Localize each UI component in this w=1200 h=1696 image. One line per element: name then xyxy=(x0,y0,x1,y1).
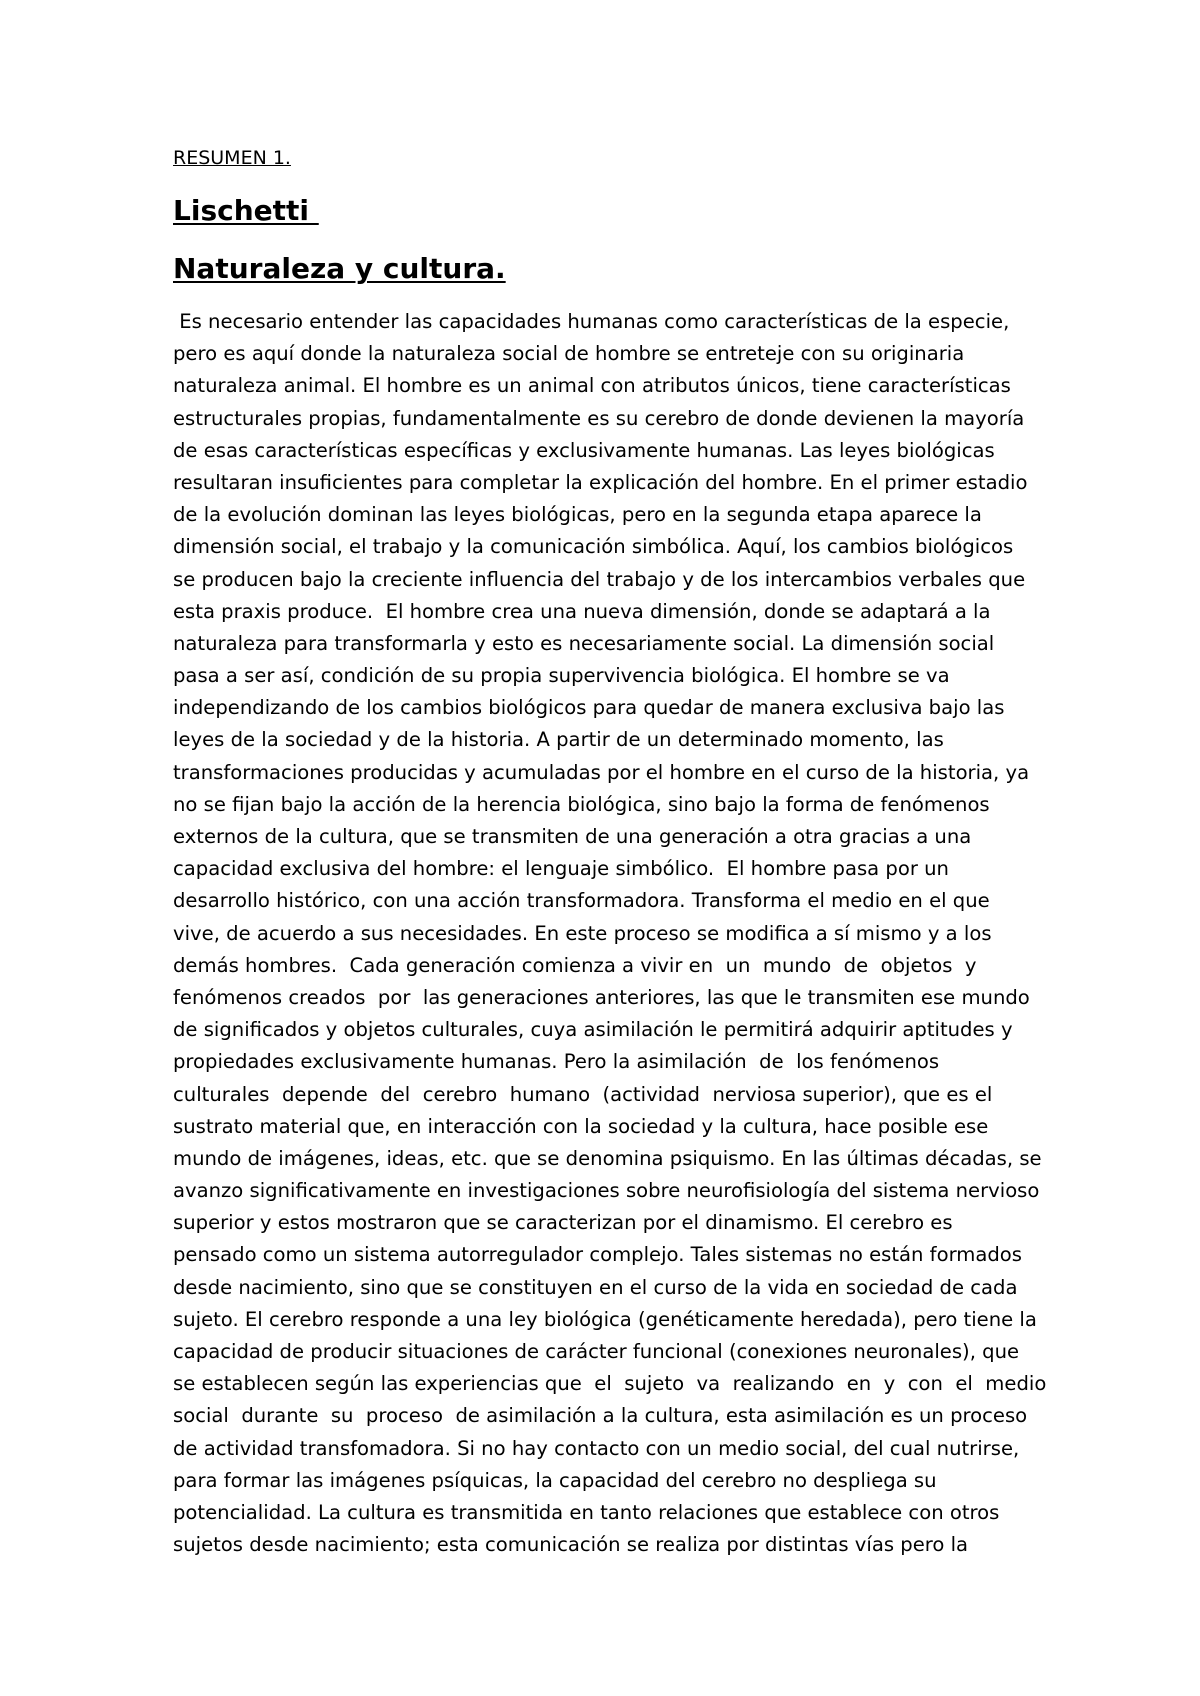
paragraph-line: demás hombres. Cada generación comienza a vivir en un mundo de objetos y xyxy=(173,953,977,977)
paragraph-line: se producen bajo la creciente influencia del trabajo y de los intercambios verbales que xyxy=(173,567,1026,591)
paragraph-line: estructurales propias, fundamentalmente es su cerebro de donde devienen la mayoría xyxy=(173,406,1025,430)
paragraph-line: independizando de los cambios biológicos para quedar de manera exclusiva bajo las xyxy=(173,696,1005,720)
paragraph-line: de la evolución dominan las leyes biológicas, pero en la segunda etapa aparece la xyxy=(173,503,982,527)
paragraph-line: externos de la cultura, que se transmiten de una generación a otra gracias a una xyxy=(173,825,972,848)
paragraph-line: capacidad de producir situaciones de carácter funcional (conexiones neuronales), que xyxy=(173,1340,1020,1363)
paragraph-line: pero es aquí donde la naturaleza social de hombre se entreteje con su originaria xyxy=(173,342,965,366)
paragraph-line: capacidad exclusiva del hombre: el lenguaje simbólico. El hombre pasa por un xyxy=(173,857,949,881)
paragraph-line: de significados y objetos culturales, cuya asimilación le permitirá adquirir aptitudes y xyxy=(173,1018,1013,1042)
title-heading: Naturaleza y cultura. xyxy=(173,252,506,285)
paragraph-line: esta praxis produce. El hombre crea una nueva dimensión, donde se adaptará a la xyxy=(173,599,991,623)
paragraph-line: sustrato material que, en interacción con la sociedad y la cultura, hace posible ese xyxy=(173,1114,989,1138)
paragraph-line: no se fijan bajo la acción de la herencia biológica, sino bajo la forma de fenómenos xyxy=(173,792,990,816)
paragraph-line: naturaleza para transformarla y esto es necesariamente social. La dimensión social xyxy=(173,631,995,655)
paragraph-line: pasa a ser así, condición de su propia supervivencia biológica. El hombre se va xyxy=(173,664,950,688)
paragraph-line: se establecen según las experiencias que el sujeto va realizando en y con el medio xyxy=(173,1372,1047,1396)
paragraph-line: de actividad transfomadora. Si no hay contacto con un medio social, del cual nutrirse, xyxy=(173,1436,1020,1460)
document-label: RESUMEN 1. xyxy=(173,147,291,169)
paragraph-line: transformaciones producidas y acumuladas por el hombre en el curso de la historia, ya xyxy=(173,760,1030,784)
paragraph-line: mundo de imágenes, ideas, etc. que se denomina psiquismo. En las últimas décadas, se xyxy=(173,1146,1042,1170)
paragraph-line: naturaleza animal. El hombre es un animal con atributos únicos, tiene características xyxy=(173,374,1011,398)
paragraph-line: desarrollo histórico, con una acción transformadora. Transforma el medio en el que xyxy=(173,889,990,913)
paragraph-line: sujetos desde nacimiento; esta comunicación se realiza por distintas vías pero la xyxy=(173,1533,969,1557)
paragraph-line: culturales depende del cerebro humano (actividad nerviosa superior), que es el xyxy=(173,1082,993,1106)
paragraph-line: pensado como un sistema autorregulador complejo. Tales sistemas no están formados xyxy=(173,1243,1023,1267)
paragraph-line: dimensión social, el trabajo y la comunicación simbólica. Aquí, los cambios biológicos xyxy=(173,535,1014,559)
paragraph-line: propiedades exclusivamente humanas. Pero la asimilación de los fenómenos xyxy=(173,1050,940,1074)
paragraph-line: desde nacimiento, sino que se constituyen en el curso de la vida en sociedad de cada xyxy=(173,1275,1018,1299)
paragraph-line: sujeto. El cerebro responde a una ley biológica (genéticamente heredada), pero tiene la xyxy=(173,1307,1037,1331)
paragraph-line: vive, de acuerdo a sus necesidades. En este proceso se modifica a sí mismo y a los xyxy=(173,921,992,945)
paragraph-line: de esas características específicas y exclusivamente humanas. Las leyes biológicas xyxy=(173,438,995,462)
paragraph-line: social durante su proceso de asimilación a la cultura, esta asimilación es un proceso xyxy=(173,1404,1028,1428)
author-heading: Lischetti xyxy=(173,194,319,227)
paragraph-line: superior y estos mostraron que se caracterizan por el dinamismo. El cerebro es xyxy=(173,1211,953,1235)
body-paragraph xyxy=(173,306,1053,1561)
paragraph-line: para formar las imágenes psíquicas, la capacidad del cerebro no despliega su xyxy=(173,1468,937,1492)
paragraph-line: avanzo significativamente en investigaciones sobre neurofisiología del sistema nervioso xyxy=(173,1179,1040,1203)
paragraph-line: fenómenos creados por las generaciones anteriores, las que le transmiten ese mundo xyxy=(173,985,1030,1009)
paragraph-line: leyes de la sociedad y de la historia. A partir de un determinado momento, las xyxy=(173,728,944,752)
paragraph-line: resultaran insuficientes para completar la explicación del hombre. En el primer estadio xyxy=(173,470,1028,494)
paragraph-line: Es necesario entender las capacidades humanas como características de la especie, xyxy=(173,310,1010,333)
paragraph-line: potencialidad. La cultura es transmitida en tanto relaciones que establece con otros xyxy=(173,1500,1000,1524)
